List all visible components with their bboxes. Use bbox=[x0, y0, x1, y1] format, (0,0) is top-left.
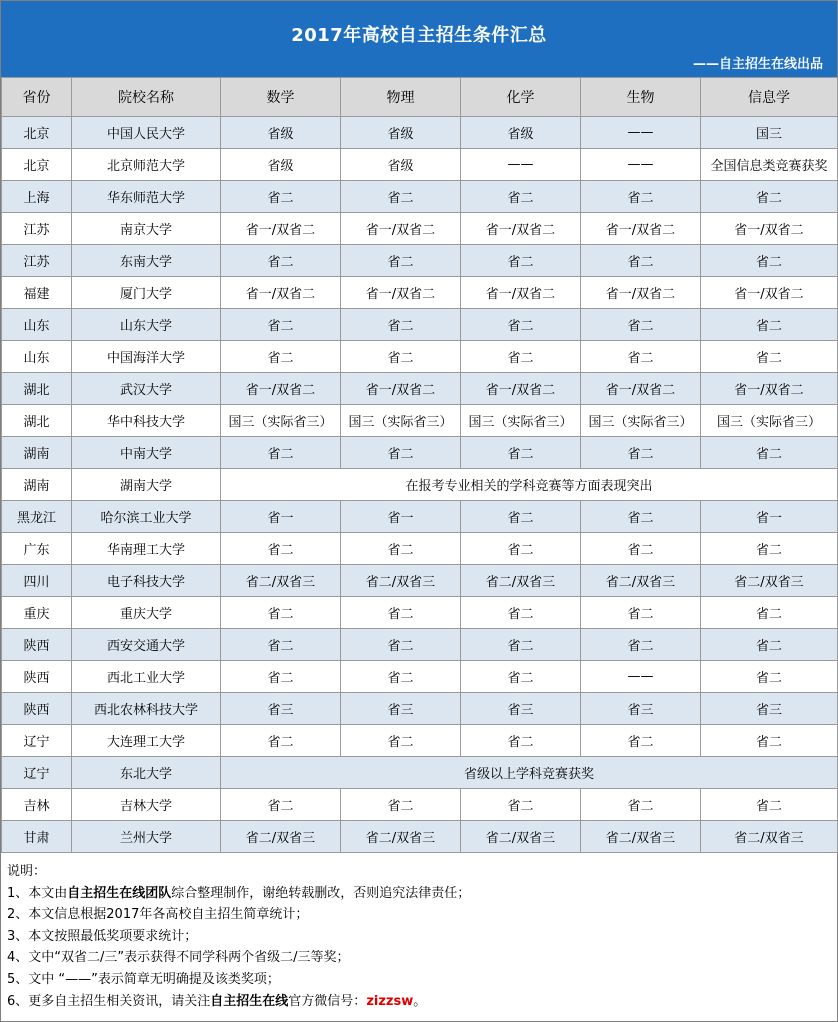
informatics-cell: 省一 bbox=[701, 501, 838, 533]
school-cell: 北京师范大学 bbox=[72, 149, 221, 181]
math-cell: 省二 bbox=[221, 597, 341, 629]
math-cell: 省二 bbox=[221, 437, 341, 469]
table-row bbox=[2, 309, 838, 341]
biology-cell: —— bbox=[581, 149, 701, 181]
informatics-cell: 省二 bbox=[701, 789, 838, 821]
informatics-cell: 省一/双省二 bbox=[701, 373, 838, 405]
table-row bbox=[2, 277, 838, 309]
province-cell: 陕西 bbox=[2, 693, 72, 725]
chemistry-cell: 省二 bbox=[461, 533, 581, 565]
school-cell: 兰州大学 bbox=[72, 821, 221, 853]
wechat-id: zizzsw bbox=[366, 993, 414, 1009]
table-row bbox=[2, 597, 838, 629]
notes-section bbox=[1, 853, 837, 1012]
school-cell: 华南理工大学 bbox=[72, 533, 221, 565]
math-cell: 省一/双省二 bbox=[221, 277, 341, 309]
math-cell: 省二 bbox=[221, 629, 341, 661]
note-6 bbox=[7, 991, 837, 1013]
province-cell: 黑龙江 bbox=[2, 501, 72, 533]
school-cell: 哈尔滨工业大学 bbox=[72, 501, 221, 533]
table-row bbox=[2, 501, 838, 533]
chemistry-cell: 省二 bbox=[461, 341, 581, 373]
province-cell: 甘肃 bbox=[2, 821, 72, 853]
math-cell: 省一/双省二 bbox=[221, 213, 341, 245]
math-cell: 省二 bbox=[221, 245, 341, 277]
chemistry-cell: 省二 bbox=[461, 501, 581, 533]
math-cell: 省二 bbox=[221, 725, 341, 757]
informatics-cell: 省三 bbox=[701, 693, 838, 725]
table-row bbox=[2, 693, 838, 725]
school-cell: 武汉大学 bbox=[72, 373, 221, 405]
physics-cell: 省二 bbox=[341, 309, 461, 341]
school-cell: 东南大学 bbox=[72, 245, 221, 277]
physics-cell: 省二/双省三 bbox=[341, 821, 461, 853]
school-cell: 吉林大学 bbox=[72, 789, 221, 821]
informatics-cell: 国三 bbox=[701, 117, 838, 149]
physics-cell: 省一 bbox=[341, 501, 461, 533]
note-1-post: 综合整理制作，谢绝转载删改，否则追究法律责任； bbox=[171, 885, 471, 901]
header-chemistry: 化学 bbox=[461, 78, 581, 117]
merged-requirement-cell: 在报考专业相关的学科竞赛等方面表现突出 bbox=[221, 469, 838, 501]
biology-cell: 国三（实际省三） bbox=[581, 405, 701, 437]
table-row bbox=[2, 181, 838, 213]
province-cell: 陕西 bbox=[2, 629, 72, 661]
table-header-row bbox=[2, 78, 838, 117]
chemistry-cell: 省二 bbox=[461, 789, 581, 821]
table-row bbox=[2, 213, 838, 245]
table-row bbox=[2, 533, 838, 565]
physics-cell: 省一/双省二 bbox=[341, 373, 461, 405]
math-cell: 省一/双省二 bbox=[221, 373, 341, 405]
physics-cell: 省二 bbox=[341, 725, 461, 757]
informatics-cell: 省二 bbox=[701, 533, 838, 565]
biology-cell: 省二 bbox=[581, 437, 701, 469]
merged-requirement-cell: 省级以上学科竞赛获奖 bbox=[221, 757, 838, 789]
note-4: 4、文中“双省二/三”表示获得不同学科两个省级二/三等奖； bbox=[7, 950, 350, 966]
note-6-mid: 官方微信号： bbox=[288, 993, 367, 1009]
math-cell: 省级 bbox=[221, 149, 341, 181]
province-cell: 湖南 bbox=[2, 469, 72, 501]
table-row bbox=[2, 821, 838, 853]
school-cell: 中国海洋大学 bbox=[72, 341, 221, 373]
physics-cell: 省级 bbox=[341, 117, 461, 149]
header-province: 省份 bbox=[2, 78, 72, 117]
chemistry-cell: 省一/双省二 bbox=[461, 213, 581, 245]
math-cell: 省一 bbox=[221, 501, 341, 533]
school-cell: 南京大学 bbox=[72, 213, 221, 245]
school-cell: 重庆大学 bbox=[72, 597, 221, 629]
note-6-bold: 自主招生在线 bbox=[210, 993, 289, 1009]
biology-cell: —— bbox=[581, 117, 701, 149]
school-cell: 山东大学 bbox=[72, 309, 221, 341]
physics-cell: 省三 bbox=[341, 693, 461, 725]
informatics-cell: 省二 bbox=[701, 437, 838, 469]
province-cell: 上海 bbox=[2, 181, 72, 213]
math-cell: 国三（实际省三） bbox=[221, 405, 341, 437]
informatics-cell: 省二 bbox=[701, 725, 838, 757]
province-cell: 辽宁 bbox=[2, 757, 72, 789]
header-biology: 生物 bbox=[581, 78, 701, 117]
admission-table bbox=[1, 77, 838, 853]
school-cell: 大连理工大学 bbox=[72, 725, 221, 757]
school-cell: 华东师范大学 bbox=[72, 181, 221, 213]
school-cell: 东北大学 bbox=[72, 757, 221, 789]
physics-cell: 省二 bbox=[341, 533, 461, 565]
chemistry-cell: 省二 bbox=[461, 309, 581, 341]
chemistry-cell: 国三（实际省三） bbox=[461, 405, 581, 437]
biology-cell: 省一/双省二 bbox=[581, 373, 701, 405]
table-row bbox=[2, 117, 838, 149]
province-cell: 四川 bbox=[2, 565, 72, 597]
header-physics: 物理 bbox=[341, 78, 461, 117]
physics-cell: 省二 bbox=[341, 245, 461, 277]
biology-cell: 省二 bbox=[581, 725, 701, 757]
chemistry-cell: 省二 bbox=[461, 597, 581, 629]
biology-cell: 省二 bbox=[581, 501, 701, 533]
physics-cell: 省二/双省三 bbox=[341, 565, 461, 597]
math-cell: 省二 bbox=[221, 533, 341, 565]
chemistry-cell: 省一/双省二 bbox=[461, 277, 581, 309]
physics-cell: 省二 bbox=[341, 437, 461, 469]
informatics-cell: 省二 bbox=[701, 341, 838, 373]
note-1 bbox=[7, 883, 837, 905]
biology-cell: 省二 bbox=[581, 245, 701, 277]
chemistry-cell: 省二 bbox=[461, 245, 581, 277]
table-row bbox=[2, 149, 838, 181]
table-row bbox=[2, 661, 838, 693]
physics-cell: 省二 bbox=[341, 597, 461, 629]
chemistry-cell: 省级 bbox=[461, 117, 581, 149]
table-row bbox=[2, 245, 838, 277]
school-cell: 中国人民大学 bbox=[72, 117, 221, 149]
province-cell: 江苏 bbox=[2, 245, 72, 277]
note-1-bold: 自主招生在线团队 bbox=[67, 885, 172, 901]
physics-cell: 国三（实际省三） bbox=[341, 405, 461, 437]
chemistry-cell: 省三 bbox=[461, 693, 581, 725]
informatics-cell: 省二/双省三 bbox=[701, 821, 838, 853]
school-cell: 西北农林科技大学 bbox=[72, 693, 221, 725]
biology-cell: 省二 bbox=[581, 181, 701, 213]
table-body bbox=[2, 117, 838, 853]
school-cell: 西北工业大学 bbox=[72, 661, 221, 693]
chemistry-cell: 省二 bbox=[461, 629, 581, 661]
province-cell: 吉林 bbox=[2, 789, 72, 821]
informatics-cell: 省一/双省二 bbox=[701, 213, 838, 245]
biology-cell: 省二/双省三 bbox=[581, 821, 701, 853]
math-cell: 省二 bbox=[221, 309, 341, 341]
physics-cell: 省级 bbox=[341, 149, 461, 181]
notes-heading: 说明： bbox=[7, 864, 47, 879]
province-cell: 湖北 bbox=[2, 405, 72, 437]
province-cell: 陕西 bbox=[2, 661, 72, 693]
note-2: 2、本文信息根据2017年各高校自主招生简章统计； bbox=[7, 907, 309, 923]
province-cell: 重庆 bbox=[2, 597, 72, 629]
physics-cell: 省一/双省二 bbox=[341, 277, 461, 309]
math-cell: 省二/双省三 bbox=[221, 565, 341, 597]
table-row bbox=[2, 757, 838, 789]
chemistry-cell: 省二 bbox=[461, 661, 581, 693]
informatics-cell: 省二 bbox=[701, 309, 838, 341]
province-cell: 山东 bbox=[2, 309, 72, 341]
school-cell: 电子科技大学 bbox=[72, 565, 221, 597]
title-banner bbox=[1, 1, 837, 77]
school-cell: 湖南大学 bbox=[72, 469, 221, 501]
province-cell: 辽宁 bbox=[2, 725, 72, 757]
informatics-cell: 国三（实际省三） bbox=[701, 405, 838, 437]
physics-cell: 省二 bbox=[341, 341, 461, 373]
table-row bbox=[2, 789, 838, 821]
biology-cell: 省二 bbox=[581, 309, 701, 341]
informatics-cell: 省二 bbox=[701, 245, 838, 277]
chemistry-cell: 省二 bbox=[461, 725, 581, 757]
province-cell: 福建 bbox=[2, 277, 72, 309]
informatics-cell: 省二 bbox=[701, 661, 838, 693]
province-cell: 江苏 bbox=[2, 213, 72, 245]
chemistry-cell: 省一/双省二 bbox=[461, 373, 581, 405]
chemistry-cell: —— bbox=[461, 149, 581, 181]
informatics-cell: 省二 bbox=[701, 181, 838, 213]
chemistry-cell: 省二 bbox=[461, 181, 581, 213]
physics-cell: 省二 bbox=[341, 789, 461, 821]
table-row bbox=[2, 469, 838, 501]
informatics-cell: 省二 bbox=[701, 597, 838, 629]
table-row bbox=[2, 437, 838, 469]
province-cell: 广东 bbox=[2, 533, 72, 565]
biology-cell: 省二/双省三 bbox=[581, 565, 701, 597]
chemistry-cell: 省二 bbox=[461, 437, 581, 469]
note-1-pre: 1、本文由 bbox=[7, 885, 68, 901]
header-school: 院校名称 bbox=[72, 78, 221, 117]
biology-cell: 省二 bbox=[581, 597, 701, 629]
document-title: 2017年高校自主招生条件汇总 bbox=[291, 25, 547, 46]
note-5: 5、文中 “——”表示简章无明确提及该类奖项； bbox=[7, 971, 280, 987]
province-cell: 山东 bbox=[2, 341, 72, 373]
table-row bbox=[2, 405, 838, 437]
math-cell: 省二 bbox=[221, 341, 341, 373]
informatics-cell: 全国信息类竞赛获奖 bbox=[701, 149, 838, 181]
table-row bbox=[2, 373, 838, 405]
table-row bbox=[2, 341, 838, 373]
math-cell: 省二 bbox=[221, 181, 341, 213]
physics-cell: 省二 bbox=[341, 181, 461, 213]
header-math: 数学 bbox=[221, 78, 341, 117]
chemistry-cell: 省二/双省三 bbox=[461, 565, 581, 597]
informatics-cell: 省一/双省二 bbox=[701, 277, 838, 309]
biology-cell: 省二 bbox=[581, 629, 701, 661]
school-cell: 中南大学 bbox=[72, 437, 221, 469]
math-cell: 省二 bbox=[221, 661, 341, 693]
biology-cell: 省二 bbox=[581, 533, 701, 565]
biology-cell: 省二 bbox=[581, 789, 701, 821]
note-3: 3、本文按照最低奖项要求统计； bbox=[7, 928, 198, 944]
biology-cell: 省三 bbox=[581, 693, 701, 725]
document-subtitle: ——自主招生在线出品 bbox=[692, 57, 823, 72]
note-6-post: 。 bbox=[413, 993, 427, 1009]
physics-cell: 省二 bbox=[341, 661, 461, 693]
math-cell: 省二 bbox=[221, 789, 341, 821]
physics-cell: 省二 bbox=[341, 629, 461, 661]
math-cell: 省级 bbox=[221, 117, 341, 149]
math-cell: 省二/双省三 bbox=[221, 821, 341, 853]
math-cell: 省三 bbox=[221, 693, 341, 725]
biology-cell: —— bbox=[581, 661, 701, 693]
biology-cell: 省一/双省二 bbox=[581, 277, 701, 309]
physics-cell: 省一/双省二 bbox=[341, 213, 461, 245]
informatics-cell: 省二 bbox=[701, 629, 838, 661]
table-row bbox=[2, 565, 838, 597]
school-cell: 西安交通大学 bbox=[72, 629, 221, 661]
table-row bbox=[2, 629, 838, 661]
biology-cell: 省二 bbox=[581, 341, 701, 373]
note-6-pre: 6、更多自主招生相关资讯，请关注 bbox=[7, 993, 211, 1009]
header-informatics: 信息学 bbox=[701, 78, 838, 117]
province-cell: 湖北 bbox=[2, 373, 72, 405]
biology-cell: 省一/双省二 bbox=[581, 213, 701, 245]
province-cell: 北京 bbox=[2, 149, 72, 181]
province-cell: 北京 bbox=[2, 117, 72, 149]
school-cell: 华中科技大学 bbox=[72, 405, 221, 437]
informatics-cell: 省二/双省三 bbox=[701, 565, 838, 597]
chemistry-cell: 省二/双省三 bbox=[461, 821, 581, 853]
school-cell: 厦门大学 bbox=[72, 277, 221, 309]
table-row bbox=[2, 725, 838, 757]
province-cell: 湖南 bbox=[2, 437, 72, 469]
